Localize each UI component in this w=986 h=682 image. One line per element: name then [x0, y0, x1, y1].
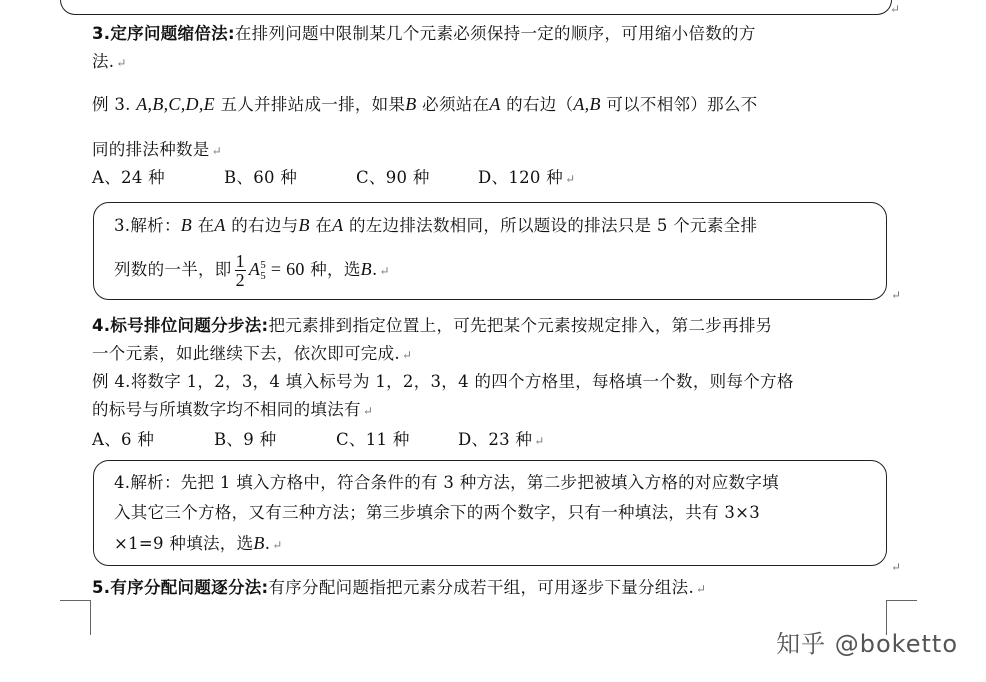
fraction — [235, 252, 246, 289]
example3-line2 — [92, 140, 222, 161]
fraction-numerator: 1 — [235, 251, 245, 271]
previous-box-bottom — [60, 0, 892, 15]
perm-symbol: A — [248, 259, 261, 279]
option-c: C、11 种 — [336, 430, 410, 449]
var-b: B — [298, 215, 310, 235]
example4-line2-text: 的标号与所填数字均不相同的填法有 — [92, 400, 361, 419]
example3-prefix: 例 3. — [92, 95, 137, 114]
solution3-t3: 在 — [309, 216, 333, 235]
option-c: C、90 种 — [356, 168, 430, 187]
section3-text2: 法. — [92, 52, 115, 71]
section4-heading: 4.标号排位问题分步法: — [92, 316, 269, 335]
paragraph-mark: ↵ — [211, 144, 222, 158]
paragraph-mark: ↵ — [401, 348, 413, 362]
example4-line1 — [92, 372, 794, 392]
example3-people: A,B,C,D,E — [136, 94, 215, 114]
var-b: B — [405, 94, 417, 114]
solution3-line2a: 列数的一半，即 — [114, 260, 232, 279]
var-a: A — [214, 215, 226, 235]
example3-part1: 五人并排站成一排，如果 — [214, 95, 406, 114]
solution3-end: . — [371, 260, 378, 279]
solution3-prefix: 3.解析： — [114, 216, 181, 235]
example4-line1-text: 例 4.将数字 1，2，3，4 填入标号为 1，2，3，4 的四个方格里，每格填一个数，则每个方格 — [92, 372, 794, 391]
section3-line2 — [92, 52, 127, 73]
section3-line1 — [92, 24, 756, 44]
example4-line2 — [92, 400, 373, 421]
paragraph-mark: ↵ — [891, 288, 902, 302]
solution3-line1 — [114, 215, 757, 236]
paragraph-mark: ↵ — [379, 264, 390, 278]
perm-sub: 5 — [260, 269, 267, 282]
paragraph-mark: ↵ — [116, 56, 127, 70]
solution4-end: . — [264, 534, 271, 553]
paragraph-mark: ↵ — [890, 2, 901, 16]
example3-part4: 可以不相邻）那么不 — [600, 95, 758, 114]
crop-mark-left — [60, 600, 91, 635]
option-d: D、23 种 — [458, 430, 533, 449]
example3-part2: 必须站在 — [416, 95, 490, 114]
solution4-line1 — [114, 473, 779, 493]
option-d: D、120 种 — [478, 168, 564, 187]
answer-choice: B — [253, 533, 265, 553]
section5-line1 — [92, 578, 706, 599]
option-a: A、24 种 — [92, 168, 165, 187]
answer-choice: B — [360, 259, 372, 279]
option-b: B、9 种 — [214, 430, 277, 449]
var-b: B — [180, 215, 193, 235]
example4-options — [92, 430, 545, 451]
paragraph-mark: ↵ — [272, 538, 283, 552]
var-a: A — [489, 94, 501, 114]
perm-sup: 5 — [260, 258, 267, 271]
solution4-line1-text: 4.解析：先把 1 填入方格中，符合条件的有 3 种方法，第二步把被填入方格的对应数字填 — [114, 473, 779, 492]
section4-line1 — [92, 316, 772, 336]
section5-heading: 5.有序分配问题逐分法: — [92, 578, 269, 597]
example3-options — [92, 168, 575, 189]
paragraph-mark: ↵ — [565, 172, 576, 186]
solution3-t2: 的右边与 — [225, 216, 299, 235]
permutation-expr — [248, 258, 305, 282]
watermark: 知乎 @boketto — [776, 630, 958, 658]
example3-part3: 的右边（ — [500, 95, 574, 114]
var-a: A — [332, 215, 344, 235]
paragraph-mark: ↵ — [534, 434, 545, 448]
solution3-box — [93, 202, 887, 300]
section5-text1: 有序分配问题指把元素分成若干组，可用逐步下量分组法. — [268, 578, 694, 597]
solution4-line3-text: ×1=9 种填法，选 — [114, 534, 254, 553]
solution4-line2 — [114, 503, 760, 523]
paragraph-mark: ↵ — [696, 582, 707, 596]
solution3-t4: 的左边排法数相同，所以题设的排法只是 5 个元素全排 — [343, 216, 758, 235]
solution4-box — [93, 460, 887, 566]
option-b: B、60 种 — [224, 168, 298, 187]
solution3-line2 — [114, 249, 390, 291]
fraction-denominator: 2 — [235, 270, 245, 290]
var-ab: A,B — [573, 94, 601, 114]
section3-heading: 3.定序问题缩倍法: — [92, 24, 235, 43]
solution4-line3 — [114, 533, 283, 555]
example3-line2-text: 同的排法种数是 — [92, 140, 210, 159]
section4-text1: 把元素排到指定位置上，可先把某个元素按规定排入，第二步再排另 — [268, 316, 773, 335]
solution3-line2b: 种，选 — [304, 260, 361, 279]
paragraph-mark: ↵ — [362, 404, 374, 418]
section3-text1: 在排列问题中限制某几个元素必须保持一定的顺序，可用缩小倍数的方 — [234, 24, 756, 43]
perm-result: = 60 — [266, 259, 305, 279]
solution3-t1: 在 — [192, 216, 215, 235]
example3-line1 — [92, 94, 758, 115]
paragraph-mark: ↵ — [891, 560, 902, 574]
solution4-line2-text: 入其它三个方格，又有三种方法；第三步填余下的两个数字，只有一种填法，共有 3×3 — [114, 503, 761, 522]
section4-line2 — [92, 344, 412, 365]
section4-text2: 一个元素，如此继续下去，依次即可完成. — [92, 344, 400, 363]
option-a: A、6 种 — [92, 430, 155, 449]
